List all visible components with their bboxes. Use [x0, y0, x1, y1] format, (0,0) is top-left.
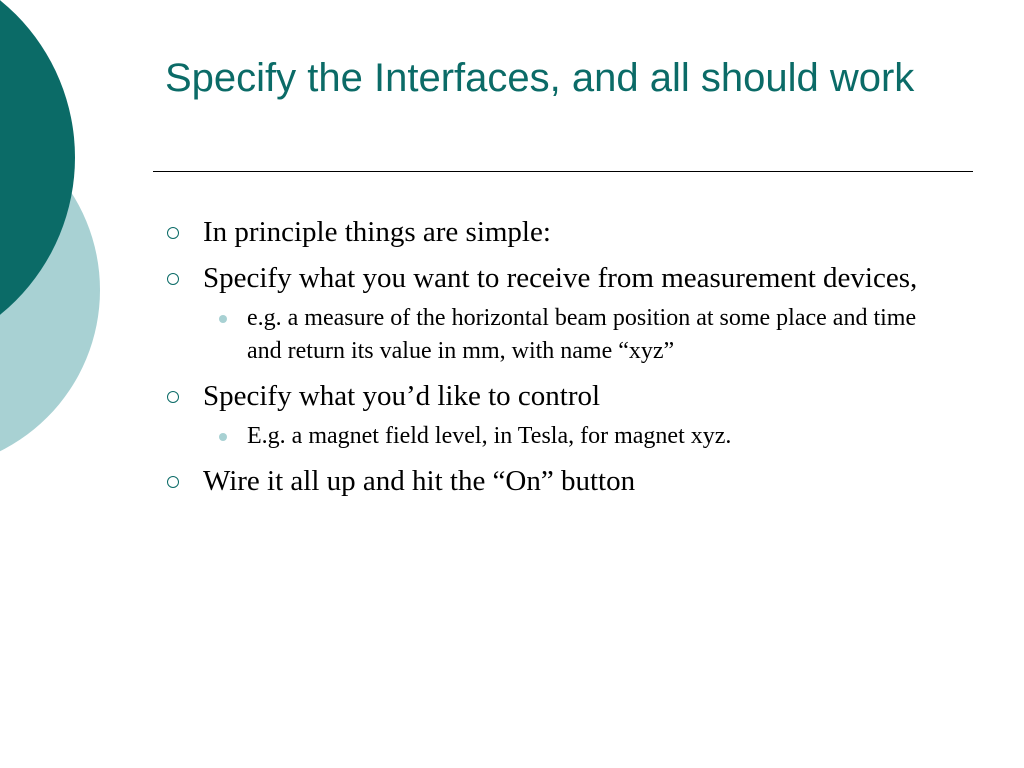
bullet-text: In principle things are simple: [203, 216, 551, 248]
bullet-item [165, 212, 955, 252]
filled-dot-bullet-icon [219, 433, 227, 441]
bullet-text: Wire it all up and hit the “On” button [203, 465, 636, 497]
title-divider [153, 171, 973, 172]
bullet-list [165, 212, 955, 507]
bullet-text: Specify what you’d like to control [203, 380, 601, 412]
bullet-item [165, 461, 955, 501]
sub-bullet-text: e.g. a measure of the horizontal beam position at some place and time and return its value in mm, with name “xyz” [247, 305, 917, 364]
hollow-circle-bullet-icon [167, 227, 179, 239]
bullet-item [165, 376, 955, 416]
hollow-circle-bullet-icon [167, 476, 179, 488]
bullet-item [165, 258, 955, 298]
hollow-circle-bullet-icon [167, 273, 179, 285]
hollow-circle-bullet-icon [167, 391, 179, 403]
slide-title: Specify the Interfaces, and all should work [165, 56, 915, 100]
sub-bullet-item [165, 420, 955, 453]
filled-dot-bullet-icon [219, 315, 227, 323]
bullet-text: Specify what you want to receive from measurement devices, [203, 262, 918, 294]
sub-bullet-item [165, 302, 955, 368]
sub-bullet-text: E.g. a magnet field level, in Tesla, for magnet xyz. [247, 423, 732, 449]
